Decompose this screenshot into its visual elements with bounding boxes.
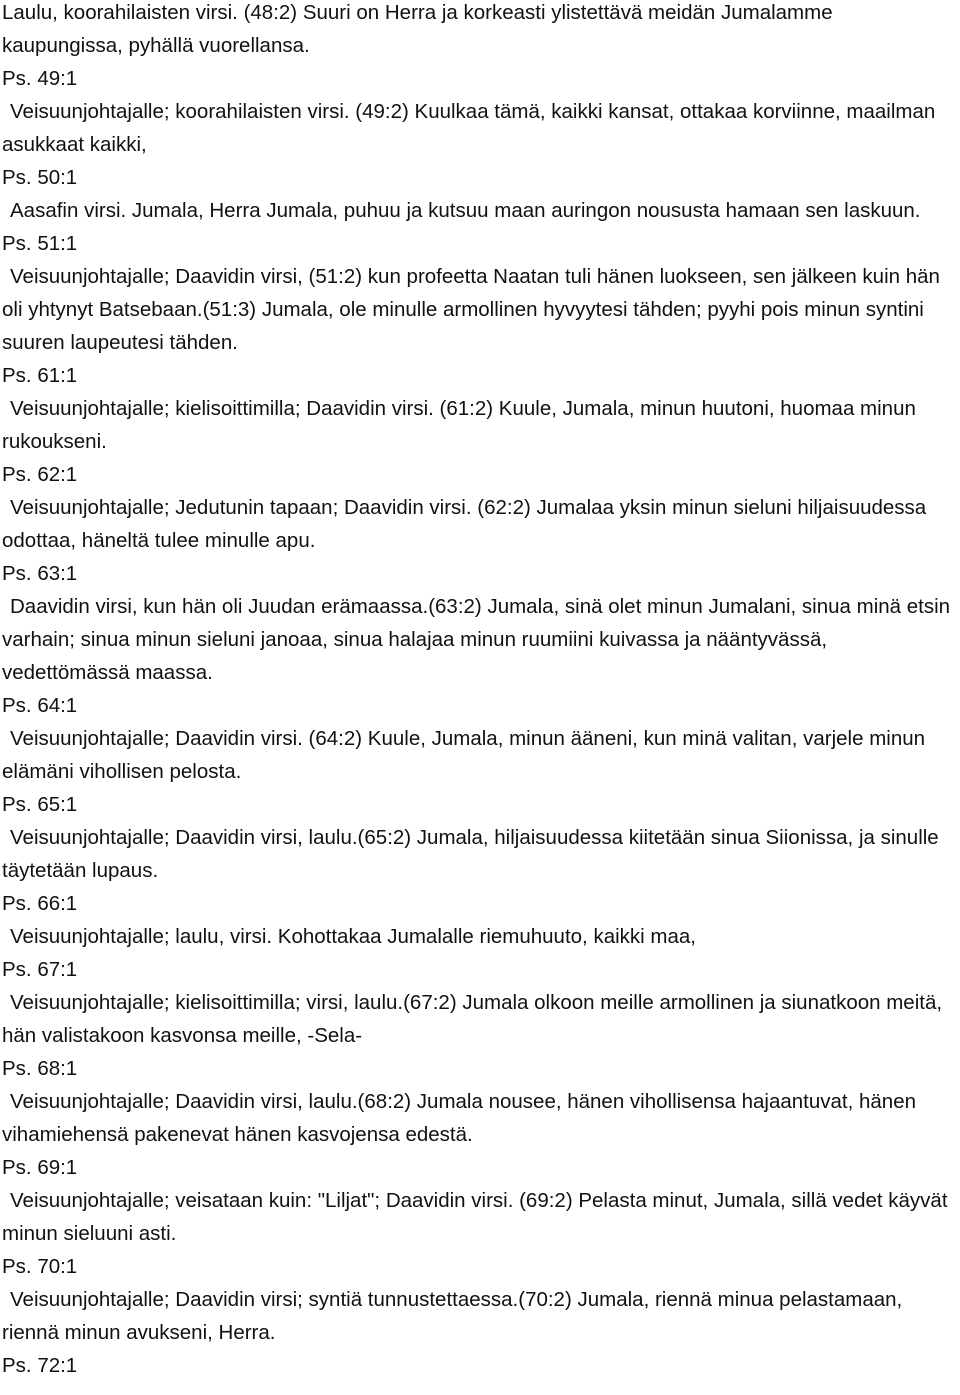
psalm-text: Veisuunjohtajalle; Daavidin virsi, laulu.(65:2) Jumala, hiljaisuudessa kiitetään sinua Siionissa, ja sinulle täytetään lupaus. (2, 826, 939, 882)
psalm-text: Daavidin virsi, kun hän oli Juudan erämaassa.(63:2) Jumala, sinä olet minun Jumalani, sinua minä etsin varhain; sinua minun sieluni janoaa, sinua halajaa minun ruumiini kuivassa ja nääntyvässä, vedettömässä maassa. (2, 595, 951, 684)
psalm-text: Veisuunjohtajalle; Jedutunin tapaan; Daavidin virsi. (62:2) Jumalaa yksin minun sieluni hiljaisuudessa odottaa, häneltä tulee minulle apu. (2, 496, 927, 552)
psalm-text: Veisuunjohtajalle; koorahilaisten virsi. (49:2) Kuulkaa tämä, kaikki kansat, ottakaa korviinne, maailman asukkaat kaikki, (2, 100, 936, 156)
psalm-reference: Ps. 61:1 (2, 364, 78, 387)
psalm-text: Aasafin virsi. Jumala, Herra Jumala, puhuu ja kutsuu maan auringon noususta hamaan sen laskuun. (10, 199, 921, 222)
psalm-block-72 (2, 1349, 960, 1382)
psalm-text: Veisuunjohtajalle; Daavidin virsi. (64:2) Kuule, Jumala, minun ääneni, kun minä valitan, varjele minun elämäni vihollisen pelosta. (2, 727, 926, 783)
psalm-block-63 (2, 557, 960, 689)
psalm-reference: Ps. 64:1 (2, 694, 78, 717)
psalm-block-61 (2, 359, 960, 458)
psalm-reference: Ps. 66:1 (2, 892, 78, 915)
psalm-text: Veisuunjohtajalle; kielisoittimilla; Daavidin virsi. (61:2) Kuule, Jumala, minun huutoni, huomaa minun rukoukseni. (2, 397, 916, 453)
psalm-reference: Ps. 63:1 (2, 562, 78, 585)
psalm-reference: Ps. 70:1 (2, 1255, 78, 1278)
psalm-block-70 (2, 1250, 960, 1349)
psalm-block-67 (2, 953, 960, 1052)
psalm-text: Veisuunjohtajalle; Daavidin virsi, laulu.(68:2) Jumala nousee, hänen vihollisensa hajaantuvat, hänen vihamiehensä pakenevat hänen kasvojensa edestä. (2, 1090, 917, 1146)
psalm-text: Veisuunjohtajalle; kielisoittimilla; virsi, laulu.(67:2) Jumala olkoon meille armollinen ja siunatkoon meitä, hän valistakoon kasvonsa meille, -Sela- (2, 991, 943, 1047)
psalm-text: Laulu, koorahilaisten virsi. (48:2) Suuri on Herra ja korkeasti ylistettävä meidän Jumalamme kaupungissa, pyhällä vuorellansa. (2, 1, 833, 57)
psalm-text: Veisuunjohtajalle; laulu, virsi. Kohottakaa Jumalalle riemuhuuto, kaikki maa, (10, 925, 696, 948)
psalm-reference: Ps. 67:1 (2, 958, 78, 981)
psalm-text: Veisuunjohtajalle; Daavidin virsi, (51:2) kun profeetta Naatan tuli hänen luokseen, sen jälkeen kuin hän oli yhtynyt Batsebaan.(51:3) Jumala, ole minulle armollinen hyvyytesi tähden; pyyhi pois minun syntini suuren laupeutesi tähden. (2, 265, 940, 354)
psalm-text: Veisuunjohtajalle; Daavidin virsi; syntiä tunnustettaessa.(70:2) Jumala, riennä minua pelastamaan, riennä minun avukseni, Herra. (2, 1288, 903, 1344)
psalm-reference: Ps. 49:1 (2, 67, 78, 90)
psalm-reference: Ps. 72:1 (2, 1354, 78, 1377)
psalm-reference: Ps. 69:1 (2, 1156, 78, 1179)
psalm-reference: Ps. 65:1 (2, 793, 78, 816)
psalm-block-65 (2, 788, 960, 887)
psalm-reference: Ps. 50:1 (2, 166, 78, 189)
psalm-reference: Ps. 51:1 (2, 232, 78, 255)
psalm-block-48 (2, 0, 960, 62)
psalm-reference: Ps. 62:1 (2, 463, 78, 486)
psalm-text: Veisuunjohtajalle; veisataan kuin: "Liljat"; Daavidin virsi. (69:2) Pelasta minut, Jumala, sillä vedet käyvät minun sieluuni asti. (2, 1189, 948, 1245)
psalm-block-49 (2, 62, 960, 161)
psalm-block-64 (2, 689, 960, 788)
psalm-block-62 (2, 458, 960, 557)
psalm-block-50 (2, 161, 960, 227)
psalm-block-51 (2, 227, 960, 359)
psalm-block-66 (2, 887, 960, 953)
psalm-block-69 (2, 1151, 960, 1250)
psalm-reference: Ps. 68:1 (2, 1057, 78, 1080)
psalm-block-68 (2, 1052, 960, 1151)
